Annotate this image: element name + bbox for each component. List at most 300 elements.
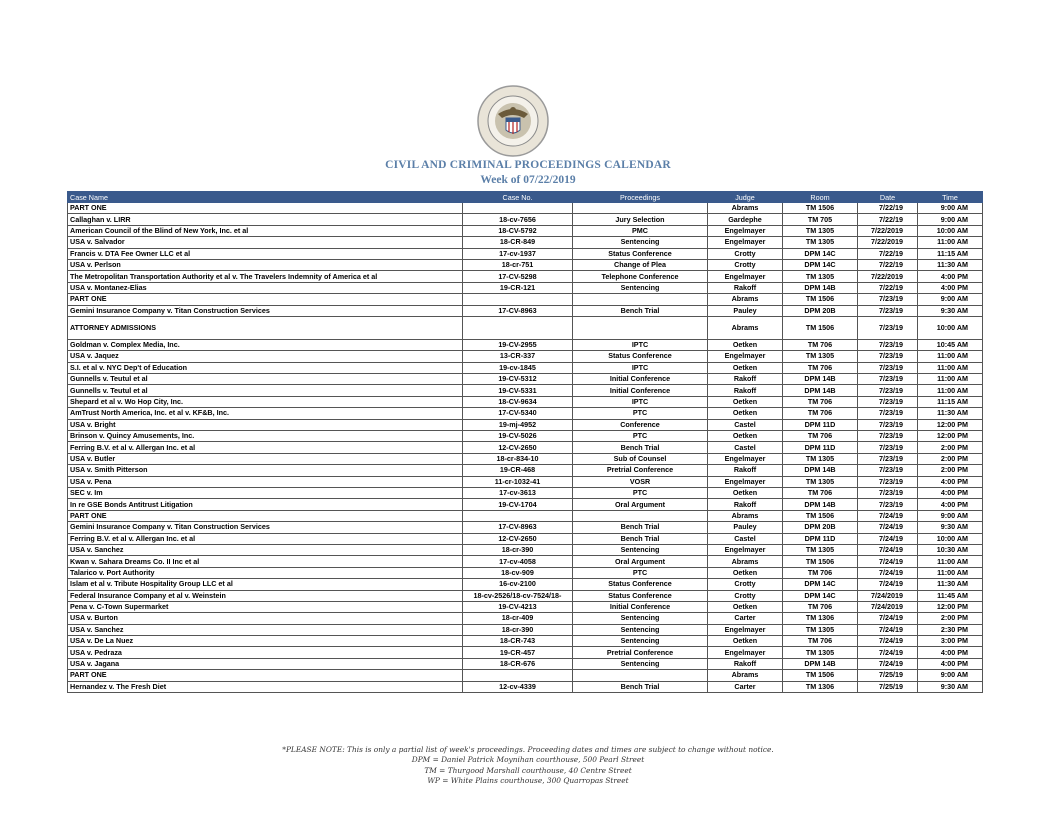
room-cell: TM 1305: [783, 237, 858, 248]
proceedings-cell: Oral Argument: [573, 556, 708, 567]
court-seal-logo: [476, 84, 550, 158]
date-cell: 7/23/19: [858, 351, 918, 362]
case-name-cell: USA v. Salvador: [68, 237, 463, 248]
date-cell: 7/24/19: [858, 636, 918, 647]
room-cell: TM 1305: [783, 624, 858, 635]
table-row: [68, 431, 983, 442]
time-cell: 11:30 AM: [918, 408, 983, 419]
room-cell: TM 706: [783, 339, 858, 350]
proceedings-cell: Sentencing: [573, 237, 708, 248]
case-name-cell: USA v. Pena: [68, 476, 463, 487]
room-cell: TM 706: [783, 431, 858, 442]
case-name-cell: Federal Insurance Company et al v. Weinstein: [68, 590, 463, 601]
case-number-cell: 18-cr-409: [463, 613, 573, 624]
date-cell: 7/24/19: [858, 579, 918, 590]
time-cell: 12:00 PM: [918, 431, 983, 442]
case-name-cell: Brinson v. Quincy Amusements, Inc.: [68, 431, 463, 442]
date-cell: 7/22/2019: [858, 237, 918, 248]
case-name-cell: Hernandez v. The Fresh Diet: [68, 681, 463, 692]
case-number-cell: 18-cr-390: [463, 544, 573, 555]
room-cell: DPM 14C: [783, 248, 858, 259]
case-number-cell: 19-CV-2955: [463, 339, 573, 350]
case-name-cell: In re GSE Bonds Antitrust Litigation: [68, 499, 463, 510]
table-row: [68, 203, 983, 214]
case-number-cell: 19-CV-5312: [463, 374, 573, 385]
case-name-cell: American Council of the Blind of New York, Inc. et al: [68, 225, 463, 236]
case-number-cell: 12-CV-2650: [463, 533, 573, 544]
table-row: [68, 237, 983, 248]
date-cell: 7/24/2019: [858, 601, 918, 612]
case-name-cell: Gemini Insurance Company v. Titan Construction Services: [68, 522, 463, 533]
room-cell: TM 1305: [783, 225, 858, 236]
case-name-cell: Gemini Insurance Company v. Titan Construction Services: [68, 305, 463, 316]
time-cell: 11:00 AM: [918, 385, 983, 396]
judge-cell: Oetken: [708, 362, 783, 373]
table-row: [68, 442, 983, 453]
room-cell: TM 1306: [783, 681, 858, 692]
proceedings-cell: Status Conference: [573, 248, 708, 259]
judge-cell: Carter: [708, 681, 783, 692]
judge-cell: Abrams: [708, 294, 783, 305]
case-number-cell: 19-CV-1704: [463, 499, 573, 510]
proceedings-table: [67, 191, 983, 693]
proceedings-cell: [573, 510, 708, 521]
case-number-cell: 19-CR-468: [463, 465, 573, 476]
table-row: [68, 396, 983, 407]
column-header: Case Name: [68, 192, 463, 203]
calendar-week: Week of 07/22/2019: [480, 174, 576, 186]
case-number-cell: 17-CV-5298: [463, 271, 573, 282]
judge-cell: Engelmayer: [708, 351, 783, 362]
judge-cell: Abrams: [708, 556, 783, 567]
case-name-cell: ATTORNEY ADMISSIONS: [68, 316, 463, 339]
proceedings-cell: [573, 203, 708, 214]
case-name-cell: USA v. Butler: [68, 453, 463, 464]
time-cell: 4:00 PM: [918, 647, 983, 658]
time-cell: 11:15 AM: [918, 248, 983, 259]
table-row: [68, 385, 983, 396]
table-row: [68, 601, 983, 612]
column-header: Case No.: [463, 192, 573, 203]
table-row: [68, 339, 983, 350]
proceedings-cell: Sentencing: [573, 613, 708, 624]
room-cell: TM 1506: [783, 203, 858, 214]
case-name-cell: USA v. Sanchez: [68, 544, 463, 555]
table-row: [68, 453, 983, 464]
table-row: [68, 658, 983, 669]
judge-cell: Pauley: [708, 305, 783, 316]
time-cell: 4:00 PM: [918, 487, 983, 498]
time-cell: 11:15 AM: [918, 396, 983, 407]
proceedings-cell: IPTC: [573, 339, 708, 350]
proceedings-cell: Initial Conference: [573, 601, 708, 612]
time-cell: 2:00 PM: [918, 465, 983, 476]
time-cell: 11:30 AM: [918, 259, 983, 270]
proceedings-cell: Bench Trial: [573, 522, 708, 533]
time-cell: 9:00 AM: [918, 510, 983, 521]
case-name-cell: Ferring B.V. et al v. Allergan Inc. et al: [68, 442, 463, 453]
table-row: [68, 613, 983, 624]
case-number-cell: 17-CV-8963: [463, 522, 573, 533]
column-header: Proceedings: [573, 192, 708, 203]
time-cell: 4:00 PM: [918, 658, 983, 669]
proceedings-cell: IPTC: [573, 396, 708, 407]
table-row: [68, 259, 983, 270]
time-cell: 10:00 AM: [918, 533, 983, 544]
time-cell: 9:00 AM: [918, 294, 983, 305]
table-header-row: [68, 192, 983, 203]
judge-cell: Crotty: [708, 259, 783, 270]
room-cell: DPM 14B: [783, 374, 858, 385]
proceedings-cell: Pretrial Conference: [573, 465, 708, 476]
case-number-cell: 19-cv-1845: [463, 362, 573, 373]
judge-cell: Rakoff: [708, 385, 783, 396]
room-cell: DPM 14B: [783, 465, 858, 476]
date-cell: 7/23/19: [858, 374, 918, 385]
case-number-cell: 17-cv-1937: [463, 248, 573, 259]
case-name-cell: Kwan v. Sahara Dreams Co. II Inc et al: [68, 556, 463, 567]
proceedings-cell: IPTC: [573, 362, 708, 373]
time-cell: 4:00 PM: [918, 476, 983, 487]
proceedings-cell: Sentencing: [573, 636, 708, 647]
table-row: [68, 316, 983, 339]
case-name-cell: Ferring B.V. et al v. Allergan Inc. et al: [68, 533, 463, 544]
date-cell: 7/23/19: [858, 453, 918, 464]
judge-cell: Oetken: [708, 601, 783, 612]
case-number-cell: [463, 294, 573, 305]
time-cell: 2:00 PM: [918, 442, 983, 453]
room-cell: DPM 14B: [783, 282, 858, 293]
case-name-cell: USA v. Montanez-Elias: [68, 282, 463, 293]
table-row: [68, 624, 983, 635]
room-cell: TM 1305: [783, 453, 858, 464]
judge-cell: Engelmayer: [708, 544, 783, 555]
time-cell: 11:00 AM: [918, 362, 983, 373]
judge-cell: Oetken: [708, 339, 783, 350]
judge-cell: Carter: [708, 613, 783, 624]
case-number-cell: 19-CR-457: [463, 647, 573, 658]
judge-cell: Rakoff: [708, 282, 783, 293]
date-cell: 7/22/19: [858, 259, 918, 270]
case-number-cell: 16-cv-2100: [463, 579, 573, 590]
date-cell: 7/24/19: [858, 556, 918, 567]
proceedings-cell: VOSR: [573, 476, 708, 487]
case-number-cell: 18-cv-2526/18-cv-7524/18-: [463, 590, 573, 601]
case-name-cell: PART ONE: [68, 510, 463, 521]
proceedings-cell: Telephone Conference: [573, 271, 708, 282]
table-row: [68, 374, 983, 385]
judge-cell: Abrams: [708, 316, 783, 339]
table-row: [68, 476, 983, 487]
date-cell: 7/24/19: [858, 533, 918, 544]
room-cell: TM 1506: [783, 556, 858, 567]
time-cell: 4:00 PM: [918, 271, 983, 282]
table-row: [68, 271, 983, 282]
date-cell: 7/24/19: [858, 544, 918, 555]
date-cell: 7/23/19: [858, 419, 918, 430]
case-number-cell: 12-CV-2650: [463, 442, 573, 453]
judge-cell: Rakoff: [708, 499, 783, 510]
case-number-cell: 19-mj-4952: [463, 419, 573, 430]
table-row: [68, 556, 983, 567]
judge-cell: Oetken: [708, 567, 783, 578]
date-cell: 7/24/19: [858, 522, 918, 533]
judge-cell: Abrams: [708, 670, 783, 681]
judge-cell: Rakoff: [708, 658, 783, 669]
date-cell: 7/23/19: [858, 362, 918, 373]
footer-note: *PLEASE NOTE: This is only a partial list of week's proceedings. Proceeding dates and times are subject to change without notice.: [282, 745, 774, 754]
case-number-cell: 19-CV-5331: [463, 385, 573, 396]
case-number-cell: 11-cr-1032-41: [463, 476, 573, 487]
proceedings-cell: Conference: [573, 419, 708, 430]
time-cell: 10:30 AM: [918, 544, 983, 555]
judge-cell: Engelmayer: [708, 225, 783, 236]
proceedings-cell: Sub of Counsel: [573, 453, 708, 464]
judge-cell: Engelmayer: [708, 476, 783, 487]
case-name-cell: USA v. Smith Pitterson: [68, 465, 463, 476]
case-number-cell: [463, 203, 573, 214]
room-cell: TM 705: [783, 214, 858, 225]
case-number-cell: 17-cv-4058: [463, 556, 573, 567]
case-name-cell: Islam et al v. Tribute Hospitality Group LLC et al: [68, 579, 463, 590]
judge-cell: Engelmayer: [708, 237, 783, 248]
table-row: [68, 294, 983, 305]
judge-cell: Rakoff: [708, 465, 783, 476]
case-number-cell: 18-cv-7656: [463, 214, 573, 225]
time-cell: 11:00 AM: [918, 567, 983, 578]
judge-cell: Castel: [708, 533, 783, 544]
judge-cell: Abrams: [708, 510, 783, 521]
case-number-cell: 19-CV-5026: [463, 431, 573, 442]
time-cell: 11:45 AM: [918, 590, 983, 601]
time-cell: 12:00 PM: [918, 419, 983, 430]
case-number-cell: 18-CV-9634: [463, 396, 573, 407]
case-name-cell: Pena v. C-Town Supermarket: [68, 601, 463, 612]
proceedings-cell: [573, 670, 708, 681]
room-cell: TM 706: [783, 362, 858, 373]
judge-cell: Rakoff: [708, 374, 783, 385]
case-name-cell: Talarico v. Port Authority: [68, 567, 463, 578]
footer-wp-legend: WP = White Plains courthouse, 300 Quarropas Street: [427, 775, 629, 785]
date-cell: 7/23/19: [858, 431, 918, 442]
case-number-cell: 18-CV-5792: [463, 225, 573, 236]
time-cell: 9:30 AM: [918, 305, 983, 316]
time-cell: 2:00 PM: [918, 453, 983, 464]
judge-cell: Castel: [708, 419, 783, 430]
room-cell: TM 706: [783, 396, 858, 407]
room-cell: TM 1305: [783, 647, 858, 658]
room-cell: DPM 11D: [783, 442, 858, 453]
proceedings-cell: Oral Argument: [573, 499, 708, 510]
time-cell: 10:00 AM: [918, 316, 983, 339]
room-cell: DPM 14B: [783, 385, 858, 396]
case-number-cell: 19-CV-4213: [463, 601, 573, 612]
date-cell: 7/23/19: [858, 305, 918, 316]
room-cell: TM 1305: [783, 271, 858, 282]
judge-cell: Pauley: [708, 522, 783, 533]
time-cell: 9:30 AM: [918, 522, 983, 533]
date-cell: 7/23/19: [858, 499, 918, 510]
judge-cell: Engelmayer: [708, 647, 783, 658]
proceedings-cell: Sentencing: [573, 544, 708, 555]
proceedings-cell: [573, 316, 708, 339]
date-cell: 7/24/19: [858, 658, 918, 669]
proceedings-cell: Status Conference: [573, 351, 708, 362]
calendar-title: CIVIL AND CRIMINAL PROCEEDINGS CALENDAR: [385, 159, 671, 171]
judge-cell: Crotty: [708, 248, 783, 259]
time-cell: 10:00 AM: [918, 225, 983, 236]
table-row: [68, 408, 983, 419]
room-cell: TM 706: [783, 601, 858, 612]
case-name-cell: USA v. Burton: [68, 613, 463, 624]
case-name-cell: AmTrust North America, Inc. et al v. KF&B, Inc.: [68, 408, 463, 419]
time-cell: 11:00 AM: [918, 556, 983, 567]
proceedings-cell: Bench Trial: [573, 533, 708, 544]
time-cell: 9:00 AM: [918, 214, 983, 225]
footer-dpm-legend: DPM = Daniel Patrick Moynihan courthouse, 500 Pearl Street: [411, 755, 645, 765]
case-name-cell: PART ONE: [68, 670, 463, 681]
proceedings-cell: Initial Conference: [573, 385, 708, 396]
date-cell: 7/25/19: [858, 670, 918, 681]
case-number-cell: [463, 510, 573, 521]
table-row: [68, 214, 983, 225]
time-cell: 11:00 AM: [918, 351, 983, 362]
room-cell: TM 1506: [783, 316, 858, 339]
date-cell: 7/24/19: [858, 567, 918, 578]
case-number-cell: 17-cv-3613: [463, 487, 573, 498]
case-name-cell: S.I. et al v. NYC Dep't of Education: [68, 362, 463, 373]
room-cell: DPM 11D: [783, 419, 858, 430]
footer-tm-legend: TM = Thurgood Marshall courthouse, 40 Centre Street: [424, 765, 632, 775]
table-row: [68, 522, 983, 533]
case-number-cell: [463, 316, 573, 339]
date-cell: 7/22/2019: [858, 271, 918, 282]
room-cell: TM 706: [783, 567, 858, 578]
date-cell: 7/23/19: [858, 442, 918, 453]
room-cell: DPM 14B: [783, 499, 858, 510]
table-row: [68, 305, 983, 316]
date-cell: 7/22/19: [858, 203, 918, 214]
proceedings-cell: Initial Conference: [573, 374, 708, 385]
column-header: Judge: [708, 192, 783, 203]
table-row: [68, 362, 983, 373]
table-row: [68, 567, 983, 578]
room-cell: TM 1506: [783, 510, 858, 521]
table-row: [68, 465, 983, 476]
judge-cell: Engelmayer: [708, 624, 783, 635]
table-body: [68, 203, 983, 693]
case-name-cell: USA v. De La Nuez: [68, 636, 463, 647]
judge-cell: Engelmayer: [708, 453, 783, 464]
case-name-cell: PART ONE: [68, 203, 463, 214]
room-cell: DPM 14C: [783, 590, 858, 601]
date-cell: 7/23/19: [858, 339, 918, 350]
case-number-cell: 18-CR-849: [463, 237, 573, 248]
time-cell: 2:00 PM: [918, 613, 983, 624]
judge-cell: Oetken: [708, 396, 783, 407]
time-cell: 11:00 AM: [918, 237, 983, 248]
judge-cell: Abrams: [708, 203, 783, 214]
date-cell: 7/24/2019: [858, 590, 918, 601]
case-number-cell: 12-cv-4339: [463, 681, 573, 692]
judge-cell: Castel: [708, 442, 783, 453]
room-cell: TM 706: [783, 636, 858, 647]
date-cell: 7/23/19: [858, 476, 918, 487]
judge-cell: Crotty: [708, 579, 783, 590]
date-cell: 7/23/19: [858, 487, 918, 498]
proceedings-cell: Sentencing: [573, 658, 708, 669]
room-cell: TM 1506: [783, 294, 858, 305]
time-cell: 2:30 PM: [918, 624, 983, 635]
footer-notes: [0, 745, 1056, 786]
date-cell: 7/24/19: [858, 647, 918, 658]
case-name-cell: Callaghan v. LIRR: [68, 214, 463, 225]
room-cell: DPM 20B: [783, 522, 858, 533]
room-cell: DPM 14C: [783, 259, 858, 270]
date-cell: 7/24/19: [858, 624, 918, 635]
proceedings-cell: Pretrial Conference: [573, 647, 708, 658]
time-cell: 4:00 PM: [918, 282, 983, 293]
case-name-cell: USA v. Pedraza: [68, 647, 463, 658]
room-cell: DPM 14B: [783, 658, 858, 669]
proceedings-cell: PTC: [573, 567, 708, 578]
case-name-cell: The Metropolitan Transportation Authority et al v. The Travelers Indemnity of America et al: [68, 271, 463, 282]
proceedings-cell: Bench Trial: [573, 681, 708, 692]
case-name-cell: PART ONE: [68, 294, 463, 305]
room-cell: DPM 14C: [783, 579, 858, 590]
room-cell: TM 1306: [783, 613, 858, 624]
column-header: Date: [858, 192, 918, 203]
proceedings-cell: Jury Selection: [573, 214, 708, 225]
proceedings-cell: [573, 294, 708, 305]
case-number-cell: 18-CR-676: [463, 658, 573, 669]
date-cell: 7/24/19: [858, 613, 918, 624]
room-cell: TM 1506: [783, 670, 858, 681]
judge-cell: Oetken: [708, 487, 783, 498]
judge-cell: Engelmayer: [708, 271, 783, 282]
room-cell: TM 706: [783, 408, 858, 419]
room-cell: TM 1305: [783, 476, 858, 487]
room-cell: TM 706: [783, 487, 858, 498]
date-cell: 7/22/2019: [858, 225, 918, 236]
proceedings-cell: PTC: [573, 431, 708, 442]
case-number-cell: 18-CR-743: [463, 636, 573, 647]
table-row: [68, 647, 983, 658]
case-number-cell: 13-CR-337: [463, 351, 573, 362]
proceedings-cell: Sentencing: [573, 282, 708, 293]
case-name-cell: Gunnells v. Teutul et al: [68, 374, 463, 385]
date-cell: 7/22/19: [858, 282, 918, 293]
proceedings-cell: Bench Trial: [573, 305, 708, 316]
time-cell: 12:00 PM: [918, 601, 983, 612]
table-row: [68, 681, 983, 692]
judge-cell: Gardephe: [708, 214, 783, 225]
date-cell: 7/22/19: [858, 248, 918, 259]
date-cell: 7/23/19: [858, 465, 918, 476]
proceedings-cell: Bench Trial: [573, 442, 708, 453]
judge-cell: Oetken: [708, 636, 783, 647]
table-row: [68, 351, 983, 362]
time-cell: 11:30 AM: [918, 579, 983, 590]
date-cell: 7/23/19: [858, 385, 918, 396]
case-name-cell: Goldman v. Complex Media, Inc.: [68, 339, 463, 350]
table-row: [68, 487, 983, 498]
date-cell: 7/22/19: [858, 214, 918, 225]
case-number-cell: [463, 670, 573, 681]
table-row: [68, 636, 983, 647]
case-number-cell: 17-CV-8963: [463, 305, 573, 316]
case-number-cell: 18-cv-909: [463, 567, 573, 578]
